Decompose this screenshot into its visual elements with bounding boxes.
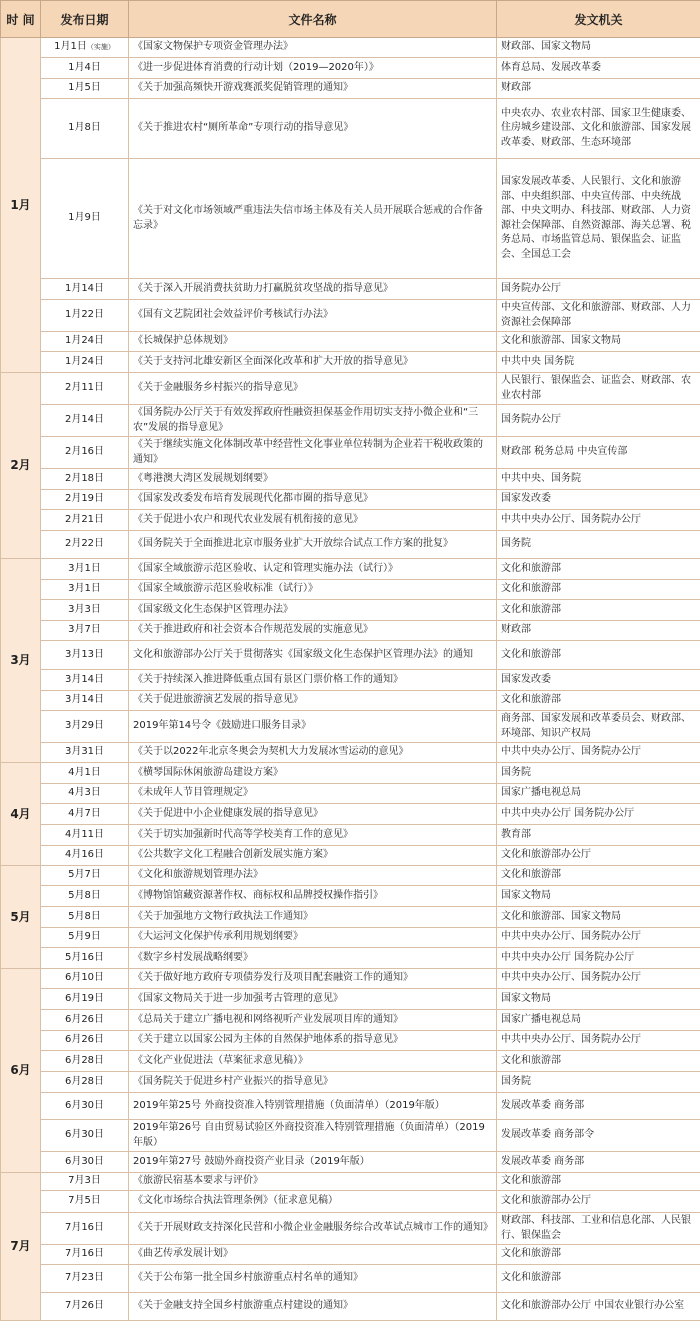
date-cell — [41, 743, 129, 763]
date-text: 7月16日 — [65, 1222, 104, 1233]
date-text: 7月26日 — [65, 1300, 104, 1311]
table-row — [1, 804, 700, 825]
document-name-cell: 《进一步促进体育消费的行动计划（2019—2020年）》 — [129, 58, 497, 79]
date-cell — [41, 279, 129, 300]
issuing-agency-cell: 发展改革委 商务部 — [497, 1093, 700, 1120]
table-row — [1, 1072, 700, 1093]
date-text: 1月4日 — [68, 62, 101, 73]
table-row — [1, 38, 700, 58]
document-name-cell: 《国有文艺院团社会效益评价考核试行办法》 — [129, 300, 497, 332]
issuing-agency-cell: 文化和旅游部 — [497, 580, 700, 600]
date-cell — [41, 352, 129, 373]
date-text: 1月5日 — [68, 82, 101, 93]
issuing-agency-cell: 发展改革委 商务部令 — [497, 1120, 700, 1152]
table-row — [1, 332, 700, 352]
header-document-name: 文件名称 — [129, 1, 497, 38]
date-cell — [41, 490, 129, 510]
issuing-agency-cell: 财政部、科技部、工业和信息化部、人民银行、银保监会 — [497, 1213, 700, 1245]
date-cell — [41, 1173, 129, 1191]
document-name-cell: 《国务院关于促进乡村产业振兴的指导意见》 — [129, 1072, 497, 1093]
document-name-cell: 《关于促进小农户和现代农业发展有机衔接的意见》 — [129, 510, 497, 531]
header-issuing-agency: 发文机关 — [497, 1, 700, 38]
date-text: 3月31日 — [65, 746, 104, 757]
issuing-agency-cell: 中共中央办公厅、国务院办公厅 — [497, 928, 700, 948]
date-text: 5月9日 — [68, 931, 101, 942]
issuing-agency-cell: 中共中央办公厅、国务院办公厅 — [497, 510, 700, 531]
issuing-agency-cell: 国家发展改革委、人民银行、文化和旅游部、中央组织部、中央宣传部、中央统战部、中央文明办、科技部、财政部、人力资源社会保障部、自然资源部、海关总署、税务总局、市场监管总局、银保监会、证监会、全国总工会 — [497, 159, 700, 279]
issuing-agency-cell: 财政部 税务总局 中央宣传部 — [497, 437, 700, 469]
document-name-cell: 《横琴国际休闲旅游岛建设方案》 — [129, 763, 497, 784]
table-row — [1, 1245, 700, 1265]
document-name-cell: 《公共数字文化工程融合创新发展实施方案》 — [129, 846, 497, 866]
issuing-agency-cell: 国家文物局 — [497, 989, 700, 1010]
date-text: 2月11日 — [65, 382, 104, 393]
date-cell — [41, 846, 129, 866]
date-text: 6月30日 — [65, 1156, 104, 1167]
date-cell — [41, 405, 129, 437]
date-cell — [41, 300, 129, 332]
issuing-agency-cell: 文化和旅游部 — [497, 600, 700, 621]
date-cell — [41, 989, 129, 1010]
table-row — [1, 437, 700, 469]
issuing-agency-cell: 中共中央、国务院 — [497, 469, 700, 490]
table-row — [1, 510, 700, 531]
date-cell — [41, 1191, 129, 1213]
date-text: 2月14日 — [65, 414, 104, 425]
issuing-agency-cell: 文化和旅游部 — [497, 866, 700, 886]
issuing-agency-cell: 财政部 — [497, 79, 700, 99]
date-text: 1月9日 — [68, 212, 101, 223]
date-cell — [41, 1051, 129, 1072]
document-name-cell: 《国家发改委发布培育发展现代化都市圈的指导意见》 — [129, 490, 497, 510]
issuing-agency-cell: 人民银行、银保监会、证监会、财政部、农业农村部 — [497, 373, 700, 405]
table-row — [1, 670, 700, 691]
date-text: 6月10日 — [65, 972, 104, 983]
table-row — [1, 1213, 700, 1245]
date-cell — [41, 99, 129, 159]
document-name-cell: 《关于建立以国家公园为主体的自然保护地体系的指导意见》 — [129, 1031, 497, 1051]
issuing-agency-cell: 文化和旅游部 — [497, 1051, 700, 1072]
table-row — [1, 948, 700, 969]
issuing-agency-cell: 国家文物局 — [497, 886, 700, 907]
date-text: 3月29日 — [65, 720, 104, 731]
date-cell — [41, 886, 129, 907]
document-name-cell: 2019年第26号 自由贸易试验区外商投资准入特别管理措施（负面清单）（2019年版） — [129, 1120, 497, 1152]
date-text: 3月13日 — [65, 649, 104, 660]
issuing-agency-cell: 中共中央办公厅 国务院办公厅 — [497, 804, 700, 825]
document-name-cell: 《关于加强地方文物行政执法工作通知》 — [129, 907, 497, 928]
table-row — [1, 469, 700, 490]
date-text: 2月19日 — [65, 493, 104, 504]
month-cell: 7月 — [1, 1173, 41, 1321]
date-cell — [41, 437, 129, 469]
issuing-agency-cell: 文化和旅游部 — [497, 691, 700, 711]
date-cell — [41, 159, 129, 279]
date-cell — [41, 1265, 129, 1293]
date-cell — [41, 1072, 129, 1093]
document-name-cell: 《大运河文化保护传承利用规划纲要》 — [129, 928, 497, 948]
date-cell — [41, 332, 129, 352]
table-row — [1, 79, 700, 99]
issuing-agency-cell: 中共中央办公厅、国务院办公厅 — [497, 743, 700, 763]
table-row — [1, 846, 700, 866]
table-row — [1, 1265, 700, 1293]
table-row — [1, 580, 700, 600]
issuing-agency-cell: 中共中央办公厅 国务院办公厅 — [497, 948, 700, 969]
table-row — [1, 1191, 700, 1213]
date-text: 4月11日 — [65, 829, 104, 840]
table-row — [1, 1010, 700, 1031]
table-row — [1, 300, 700, 332]
document-name-cell: 《关于持续深入推进降低重点国有景区门票价格工作的通知》 — [129, 670, 497, 691]
table-row — [1, 886, 700, 907]
date-text: 4月16日 — [65, 849, 104, 860]
date-text: 6月26日 — [65, 1034, 104, 1045]
date-text: 7月5日 — [68, 1195, 101, 1206]
table-row — [1, 1051, 700, 1072]
date-cell — [41, 600, 129, 621]
date-text: 6月26日 — [65, 1014, 104, 1025]
date-cell — [41, 1293, 129, 1321]
date-cell — [41, 948, 129, 969]
header-time: 时 间 — [1, 1, 41, 38]
issuing-agency-cell: 国务院办公厅 — [497, 405, 700, 437]
date-cell — [41, 804, 129, 825]
month-cell: 4月 — [1, 763, 41, 866]
document-name-cell: 2019年第27号 鼓励外商投资产业目录（2019年版） — [129, 1152, 497, 1173]
document-name-cell: 《关于支持河北雄安新区全面深化改革和扩大开放的指导意见》 — [129, 352, 497, 373]
date-text: 6月30日 — [65, 1100, 104, 1111]
issuing-agency-cell: 商务部、国家发展和改革委员会、财政部、环境部、知识产权局 — [497, 711, 700, 743]
date-cell — [41, 670, 129, 691]
date-text: 1月24日 — [65, 356, 104, 367]
document-name-cell: 《长城保护总体规划》 — [129, 332, 497, 352]
table-row — [1, 405, 700, 437]
table-row — [1, 1031, 700, 1051]
table-row — [1, 559, 700, 580]
table-row — [1, 1293, 700, 1321]
table-row — [1, 99, 700, 159]
date-cell — [41, 1152, 129, 1173]
date-text: 5月16日 — [65, 952, 104, 963]
issuing-agency-cell: 中央农办、农业农村部、国家卫生健康委、住房城乡建设部、文化和旅游部、国家发展改革委、财政部、生态环境部 — [497, 99, 700, 159]
table-row — [1, 600, 700, 621]
issuing-agency-cell: 财政部、国家文物局 — [497, 38, 700, 58]
table-row — [1, 907, 700, 928]
issuing-agency-cell: 国务院 — [497, 531, 700, 559]
date-text: 6月28日 — [65, 1055, 104, 1066]
document-name-cell: 《关于金融服务乡村振兴的指导意见》 — [129, 373, 497, 405]
table-row — [1, 373, 700, 405]
date-cell — [41, 1120, 129, 1152]
date-text: 4月1日 — [68, 767, 101, 778]
issuing-agency-cell: 文化和旅游部 — [497, 1265, 700, 1293]
month-cell: 2月 — [1, 373, 41, 559]
date-text: 3月7日 — [68, 624, 101, 635]
document-name-cell: 《未成年人节目管理规定》 — [129, 784, 497, 804]
document-name-cell: 《关于深入开展消费扶贫助力打赢脱贫攻坚战的指导意见》 — [129, 279, 497, 300]
document-name-cell: 《关于推进政府和社会资本合作规范发展的实施意见》 — [129, 621, 497, 641]
date-text: 2月21日 — [65, 514, 104, 525]
date-cell — [41, 1010, 129, 1031]
date-cell — [41, 928, 129, 948]
date-cell — [41, 1031, 129, 1051]
date-text: 1月1日 — [54, 41, 87, 52]
date-text: 2月16日 — [65, 446, 104, 457]
document-name-cell: 《关于金融支持全国乡村旅游重点村建设的通知》 — [129, 1293, 497, 1321]
table-row — [1, 279, 700, 300]
document-name-cell: 《关于推进农村“厕所革命”专项行动的指导意见》 — [129, 99, 497, 159]
document-name-cell: 2019年第14号令《鼓励进口服务目录》 — [129, 711, 497, 743]
table-row — [1, 159, 700, 279]
date-text: 7月3日 — [68, 1175, 101, 1186]
document-name-cell: 2019年第25号 外商投资准入特别管理措施（负面清单）（2019年版） — [129, 1093, 497, 1120]
date-text: 4月3日 — [68, 787, 101, 798]
issuing-agency-cell: 中央宣传部、文化和旅游部、财政部、人力资源社会保障部 — [497, 300, 700, 332]
date-text: 5月7日 — [68, 869, 101, 880]
date-text: 1月8日 — [68, 122, 101, 133]
date-cell — [41, 711, 129, 743]
date-text: 2月18日 — [65, 473, 104, 484]
issuing-agency-cell: 文化和旅游部、国家文物局 — [497, 332, 700, 352]
issuing-agency-cell: 国务院 — [497, 763, 700, 784]
issuing-agency-cell: 财政部 — [497, 621, 700, 641]
month-cell: 6月 — [1, 969, 41, 1173]
issuing-agency-cell: 文化和旅游部、国家文物局 — [497, 907, 700, 928]
date-text: 5月8日 — [68, 890, 101, 901]
table-row — [1, 352, 700, 373]
document-name-cell: 文化和旅游部办公厅关于贯彻落实《国家级文化生态保护区管理办法》的通知 — [129, 641, 497, 670]
issuing-agency-cell: 文化和旅游部 — [497, 1245, 700, 1265]
document-name-cell: 《国家文物保护专项资金管理办法》 — [129, 38, 497, 58]
issuing-agency-cell: 文化和旅游部办公厅 中国农业银行办公室 — [497, 1293, 700, 1321]
document-name-cell: 《粤港澳大湾区发展规划纲要》 — [129, 469, 497, 490]
document-name-cell: 《国务院办公厅关于有效发挥政府性融资担保基金作用切实支持小微企业和“三农”发展的指导意见》 — [129, 405, 497, 437]
document-name-cell: 《文化市场综合执法管理条例》（征求意见稿） — [129, 1191, 497, 1213]
date-text: 1月14日 — [65, 283, 104, 294]
issuing-agency-cell: 文化和旅游部 — [497, 1173, 700, 1191]
table-row — [1, 641, 700, 670]
document-name-cell: 《关于继续实施文化体制改革中经营性文化事业单位转制为企业若干税收政策的通知》 — [129, 437, 497, 469]
document-name-cell: 《国家全域旅游示范区验收标准（试行）》 — [129, 580, 497, 600]
date-cell — [41, 373, 129, 405]
issuing-agency-cell: 文化和旅游部 — [497, 641, 700, 670]
date-cell — [41, 1213, 129, 1245]
issuing-agency-cell: 中共中央 国务院 — [497, 352, 700, 373]
date-text: 7月16日 — [65, 1248, 104, 1259]
date-text: 5月8日 — [68, 911, 101, 922]
date-cell — [41, 559, 129, 580]
issuing-agency-cell: 教育部 — [497, 825, 700, 846]
document-name-cell: 《关于以2022年北京冬奥会为契机大力发展冰雪运动的意见》 — [129, 743, 497, 763]
date-text: 6月30日 — [65, 1129, 104, 1140]
date-cell — [41, 641, 129, 670]
issuing-agency-cell: 国家广播电视总局 — [497, 784, 700, 804]
document-name-cell: 《关于公布第一批全国乡村旅游重点村名单的通知》 — [129, 1265, 497, 1293]
date-text: 3月1日 — [68, 563, 101, 574]
document-name-cell: 《国家级文化生态保护区管理办法》 — [129, 600, 497, 621]
date-text: 3月1日 — [68, 583, 101, 594]
date-text: 1月24日 — [65, 335, 104, 346]
document-name-cell: 《关于促进旅游演艺发展的指导意见》 — [129, 691, 497, 711]
table-row — [1, 969, 700, 989]
date-cell — [41, 79, 129, 99]
date-text: 3月3日 — [68, 604, 101, 615]
month-cell: 5月 — [1, 866, 41, 969]
issuing-agency-cell: 国务院办公厅 — [497, 279, 700, 300]
issuing-agency-cell: 国家发改委 — [497, 490, 700, 510]
table-row — [1, 1120, 700, 1152]
date-text: 3月14日 — [65, 674, 104, 685]
date-cell — [41, 1093, 129, 1120]
document-name-cell: 《关于做好地方政府专项债券发行及项目配套融资工作的通知》 — [129, 969, 497, 989]
date-cell — [41, 763, 129, 784]
date-cell — [41, 969, 129, 989]
document-name-cell: 《总局关于建立广播电视和网络视听产业发展项目库的通知》 — [129, 1010, 497, 1031]
issuing-agency-cell: 国家发改委 — [497, 670, 700, 691]
table-body — [1, 38, 700, 1321]
date-cell — [41, 580, 129, 600]
document-name-cell: 《文化和旅游规划管理办法》 — [129, 866, 497, 886]
date-cell — [41, 866, 129, 886]
table-row — [1, 928, 700, 948]
table-row — [1, 621, 700, 641]
table-row — [1, 711, 700, 743]
date-text: 1月22日 — [65, 309, 104, 320]
issuing-agency-cell: 中共中央办公厅、国务院办公厅 — [497, 969, 700, 989]
table-row — [1, 1173, 700, 1191]
date-text: 7月23日 — [65, 1272, 104, 1283]
document-name-cell: 《国务院关于全面推进北京市服务业扩大开放综合试点工作方案的批复》 — [129, 531, 497, 559]
table-row — [1, 989, 700, 1010]
issuing-agency-cell: 体育总局、发展改革委 — [497, 58, 700, 79]
table-row — [1, 490, 700, 510]
issuing-agency-cell: 文化和旅游部办公厅 — [497, 1191, 700, 1213]
date-text: 6月19日 — [65, 993, 104, 1004]
document-name-cell: 《曲艺传承发展计划》 — [129, 1245, 497, 1265]
date-cell — [41, 907, 129, 928]
date-text: 4月7日 — [68, 808, 101, 819]
table-row — [1, 743, 700, 763]
issuing-agency-cell: 文化和旅游部办公厅 — [497, 846, 700, 866]
table-row — [1, 784, 700, 804]
issuing-agency-cell: 中共中央办公厅、国务院办公厅 — [497, 1031, 700, 1051]
document-name-cell: 《关于促进中小企业健康发展的指导意见》 — [129, 804, 497, 825]
document-name-cell: 《关于切实加强新时代高等学校美育工作的意见》 — [129, 825, 497, 846]
table-header-row — [1, 1, 700, 38]
document-name-cell: 《文化产业促进法（草案征求意见稿）》 — [129, 1051, 497, 1072]
table-row — [1, 763, 700, 784]
date-cell — [41, 531, 129, 559]
issuing-agency-cell: 国务院 — [497, 1072, 700, 1093]
table-row — [1, 866, 700, 886]
date-cell — [41, 1245, 129, 1265]
document-name-cell: 《博物馆馆藏资源著作权、商标权和品牌授权操作指引》 — [129, 886, 497, 907]
date-cell — [41, 469, 129, 490]
date-text: 2月22日 — [65, 538, 104, 549]
date-cell — [41, 825, 129, 846]
date-cell — [41, 38, 129, 58]
date-cell — [41, 691, 129, 711]
table-row — [1, 691, 700, 711]
date-cell — [41, 58, 129, 79]
date-text: 6月28日 — [65, 1076, 104, 1087]
document-name-cell: 《国家文物局关于进一步加强考古管理的意见》 — [129, 989, 497, 1010]
issuing-agency-cell: 国家广播电视总局 — [497, 1010, 700, 1031]
document-name-cell: 《关于加强高频快开游戏赛派奖促销管理的通知》 — [129, 79, 497, 99]
table-row — [1, 1093, 700, 1120]
header-release-date: 发布日期 — [41, 1, 129, 38]
issuing-agency-cell: 文化和旅游部 — [497, 559, 700, 580]
document-name-cell: 《旅游民宿基本要求与评价》 — [129, 1173, 497, 1191]
table-row — [1, 531, 700, 559]
issuing-agency-cell: 发展改革委 商务部 — [497, 1152, 700, 1173]
document-name-cell: 《关于开展财政支持深化民营和小微企业金融服务综合改革试点城市工作的通知》 — [129, 1213, 497, 1245]
table-row — [1, 1152, 700, 1173]
date-cell — [41, 510, 129, 531]
month-cell: 1月 — [1, 38, 41, 373]
date-cell — [41, 784, 129, 804]
document-name-cell: 《国家全域旅游示范区验收、认定和管理实施办法（试行）》 — [129, 559, 497, 580]
table-row — [1, 58, 700, 79]
document-name-cell: 《数字乡村发展战略纲要》 — [129, 948, 497, 969]
document-name-cell: 《关于对文化市场领域严重违法失信市场主体及有关人员开展联合惩戒的合作备忘录》 — [129, 159, 497, 279]
table-row — [1, 825, 700, 846]
date-text: 3月14日 — [65, 694, 104, 705]
date-cell — [41, 621, 129, 641]
date-note: （实施） — [87, 43, 115, 51]
month-cell: 3月 — [1, 559, 41, 763]
